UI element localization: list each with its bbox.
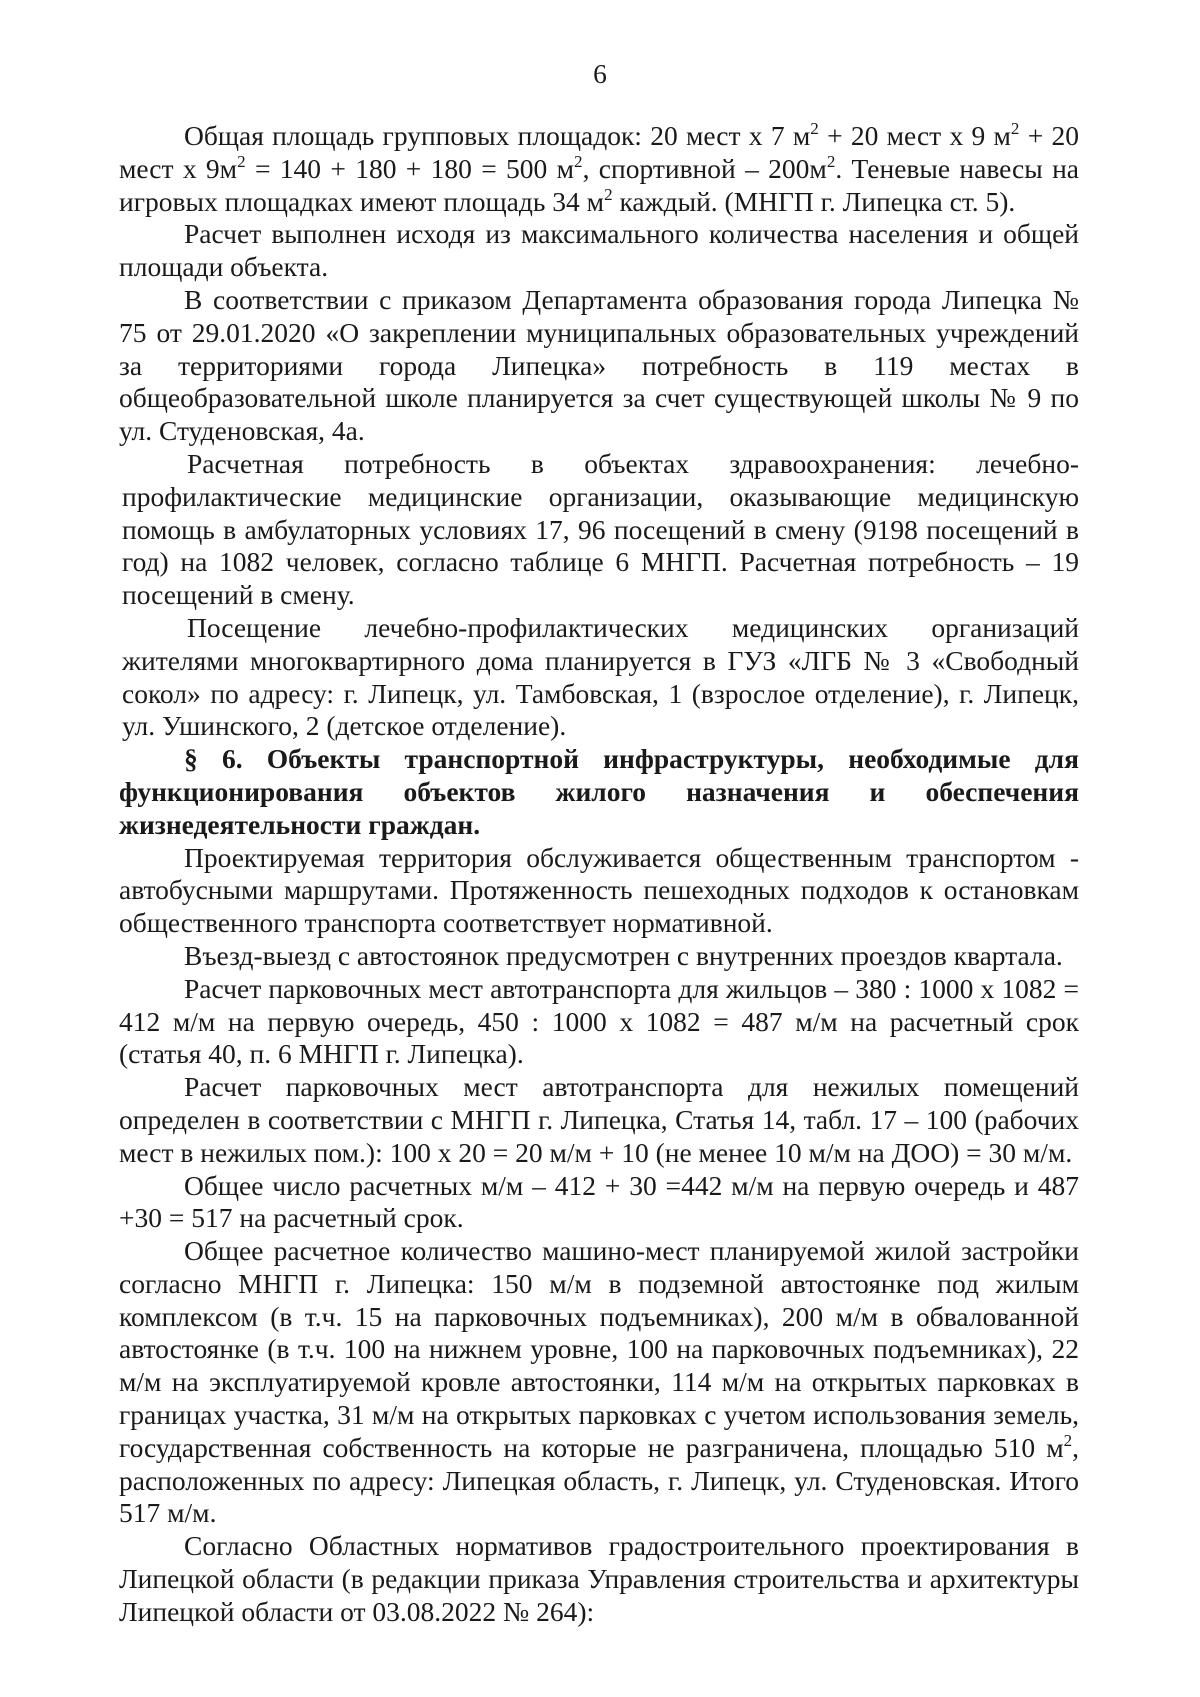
paragraph-public-transport: Проектируемая территория обслуживается общественным транспортом - автобусными маршрутами. Протяженность пешеходных подходов к остановкам общественного транспорта соответствует нормативной. bbox=[119, 841, 1079, 939]
document-body bbox=[119, 120, 1079, 1629]
page-number: 6 bbox=[593, 58, 607, 89]
paragraph-residential-parking: Расчет парковочных мест автотранспорта для жильцов – 380 : 1000 х 1082 = 412 м/м на первую очередь, 450 : 1000 х 1082 = 487 м/м на расчетный срок (статья 40, п. 6 МНГП г. Липецка). bbox=[119, 972, 1079, 1070]
paragraph-parking-breakdown: Общее расчетное количество машино-мест планируемой жилой застройки согласно МНГП г. Липецка: 150 м/м в подземной автостоянке под жилым комплексом (в т.ч. 15 на парковочных подъемниках), 200 м/м в обвалованной автостоянке (в т.ч. 100 на нижнем уровне, 100 на парковочных подъемниках), 22 м/м на эксплуатируемой кровле автостоянки, 114 м/м на открытых парковках в границах участка, 31 м/м на открытых парковках с учетом использования земель, государственная собственность на которые не разграничена, площадью 510 $м^2$, расположенных по адресу: Липецкая область, г. Липецк, ул. Студеновская. Итого 517 м/м. bbox=[119, 1235, 1079, 1529]
section-heading-transport: § 6. Объекты транспортной инфраструктуры, необходимые для функционирования объектов жилого назначения и обеспечения жизнедеятельности граждан. bbox=[119, 743, 1079, 840]
paragraph-school-order: В соответствии с приказом Департамента образования города Липецка № 75 от 29.01.2020 «О закреплении муниципальных образовательных учреждений за территориями города Липецка» потребность в 119 местах в общеобразовательной школе планируется за счет существующей школы № 9 по ул. Студеновская, 4а. bbox=[119, 283, 1079, 447]
paragraph-nonresidential-parking: Расчет парковочных мест автотранспорта для нежилых помещений определен в соответствии с МНГП г. Липецка, Статья 14, табл. 17 – 100 (рабочих мест в нежилых пом.): 100 х 20 = 20 м/м + 10 (не менее 10 м/м на ДОО) = 30 м/м. bbox=[119, 1071, 1079, 1168]
paragraph-playground-area: Общая площадь групповых площадок: 20 мест х 7 $м^2 + 20$ мест х 9 $м^2 + 20$ мест х $9м^2 = 140 + 180 + 180 = 500$ $м^2$, спортивной – $200м^2$. Теневые навесы на игровых площадках имеют площадь 34 $м^2$ каждый. (МНГП г. Липецка ст. 5). bbox=[119, 118, 1080, 217]
paragraph-regional-standards: Согласно Областных нормативов градостроительного проектирования в Липецкой области (в редакции приказа Управления строительства и архитектуры Липецкой области от 03.08.2022 № 264): bbox=[119, 1530, 1079, 1627]
paragraph-total-parking: Общее число расчетных м/м – 412 + 30 =442 м/м на первую очередь и 487 +30 = 517 на расчетный срок. bbox=[119, 1169, 1079, 1234]
paragraph-calculation-basis: Расчет выполнен исходя из максимального количества населения и общей площади объекта. bbox=[119, 218, 1079, 283]
paragraph-healthcare-need: Расчетная потребность в объектах здравоохранения: лечебно-профилактические медицинские организации, оказывающие медицинскую помощь в амбулаторных условиях 17, 96 посещений в смену (9198 посещений в год) на 1082 человек, согласно таблице 6 МНГП. Расчетная потребность – 19 посещений в смену. bbox=[122, 447, 1079, 611]
paragraph-clinic-visits: Посещение лечебно-профилактических медицинских организаций жителями многоквартирного дома планируется в ГУЗ «ЛГБ № 3 «Свободный сокол» по адресу: г. Липецк, ул. Тамбовская, 1 (взрослое отделение), г. Липецк, ул. Ушинского, 2 (детское отделение). bbox=[122, 611, 1079, 742]
paragraph-entry-exit: Въезд-выезд с автостоянок предусмотрен с внутренних проездов квартала. bbox=[184, 939, 1063, 971]
